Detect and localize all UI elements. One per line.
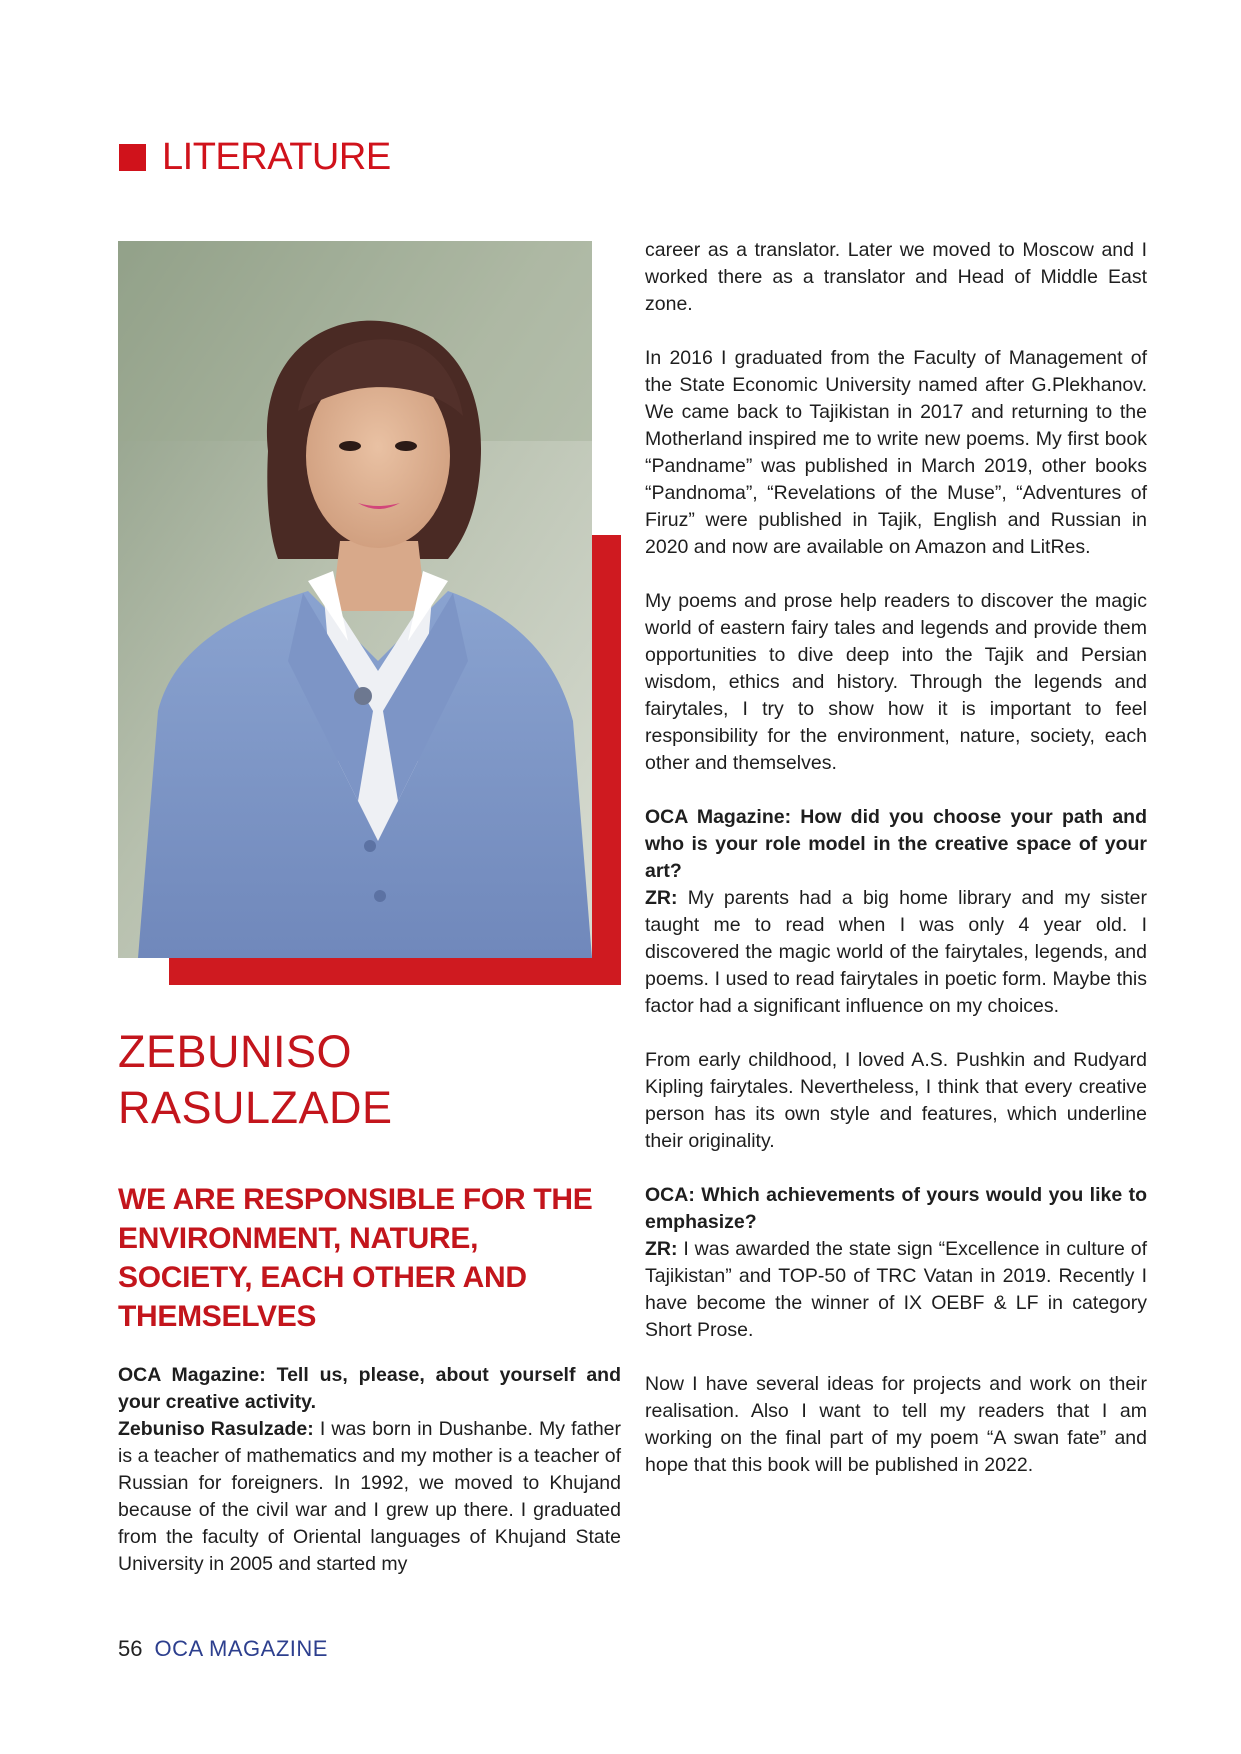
section-label: LITERATURE [162, 136, 391, 178]
paragraph-1: career as a translator. Later we moved to Moscow and I worked there as a translator and Head of Middle East zone. [645, 239, 1147, 315]
answer-2-text: My parents had a big home library and my sister taught me to read when I was only 4 year old. I discovered the magic world of the fairytales, legends, and poems. I used to read fairytales in poetic form. Maybe this factor had a significant influence on my choices. [645, 887, 1147, 1017]
answer-1 [118, 1416, 621, 1578]
answer-3-speaker: ZR: [645, 1238, 678, 1260]
magazine-name: OCA MAGAZINE [154, 1636, 328, 1661]
question-2: OCA Magazine: How did you choose your path and who is your role model in the creative space of your art? [645, 806, 1147, 882]
answer-2 [645, 885, 1147, 1020]
page-footer [118, 1636, 328, 1662]
paragraph-4: From early childhood, I loved A.S. Pushkin and Rudyard Kipling fairytales. Nevertheless, I think that every creative person has its own style and features, which underline their originality. [645, 1049, 1147, 1152]
name-line-1: ZEBUNISO [118, 1026, 353, 1077]
paragraph-3: My poems and prose help readers to discover the magic world of eastern fairy tales and legends and provide them opportunities to dive deep into the Tajik and Persian wisdom, ethics and history. Through the legends and fairytales, I try to show how it is important to feel responsibility for the environment, nature, society, each other and themselves. [645, 590, 1147, 774]
section-header [119, 138, 391, 176]
answer-3-text: I was awarded the state sign “Excellence in culture of Tajikistan” and TOP-50 of TRC Vatan in 2019. Recently I have become the winner of IX OEBF & LF in category Short Prose. [645, 1238, 1147, 1341]
portrait-image [118, 241, 592, 958]
answer-3 [645, 1236, 1147, 1344]
name-line-2: RASULZADE [118, 1082, 393, 1133]
paragraph-2: In 2016 I graduated from the Faculty of Management of the State Economic University named after G.Plekhanov. We came back to Tajikistan in 2017 and returning to the Motherland inspired me to write new poems. My first book “Pandname” was published in March 2019, other books “Pandnoma”, “Revelations of the Muse”, “Adventures of Firuz” were published in Tajik, English and Russian in 2020 and now are available on Amazon and LitRes. [645, 347, 1147, 558]
question-3: OCA: Which achievements of yours would you like to emphasize? [645, 1184, 1147, 1233]
answer-1-speaker: Zebuniso Rasulzade: [118, 1418, 314, 1440]
paragraph-5: Now I have several ideas for projects and work on their realisation. Also I want to tell my readers that I am working on the final part of my poem “A swan fate” and hope that this book will be published in 2022. [645, 1373, 1147, 1476]
article-headline: WE ARE RESPONSIBLE FOR THE ENVIRONMENT, NATURE, SOCIETY, EACH OTHER AND THEMSELVES [118, 1183, 593, 1333]
section-square-icon [119, 144, 146, 171]
portrait-photo [118, 241, 592, 958]
interviewee-name [118, 1024, 618, 1136]
page-number: 56 [118, 1636, 143, 1661]
question-1: OCA Magazine: Tell us, please, about yourself and your creative activity. [118, 1364, 621, 1413]
right-column [645, 237, 1147, 1479]
left-column [118, 1362, 621, 1578]
answer-2-speaker: ZR: [645, 887, 678, 909]
answer-1-text: I was born in Dushanbe. My father is a teacher of mathematics and my mother is a teacher of Russian for foreigners. In 1992, we moved to Khujand because of the civil war and I grew up there. I graduated from the faculty of Oriental languages of Khujand State University in 2005 and started my [118, 1418, 622, 1575]
